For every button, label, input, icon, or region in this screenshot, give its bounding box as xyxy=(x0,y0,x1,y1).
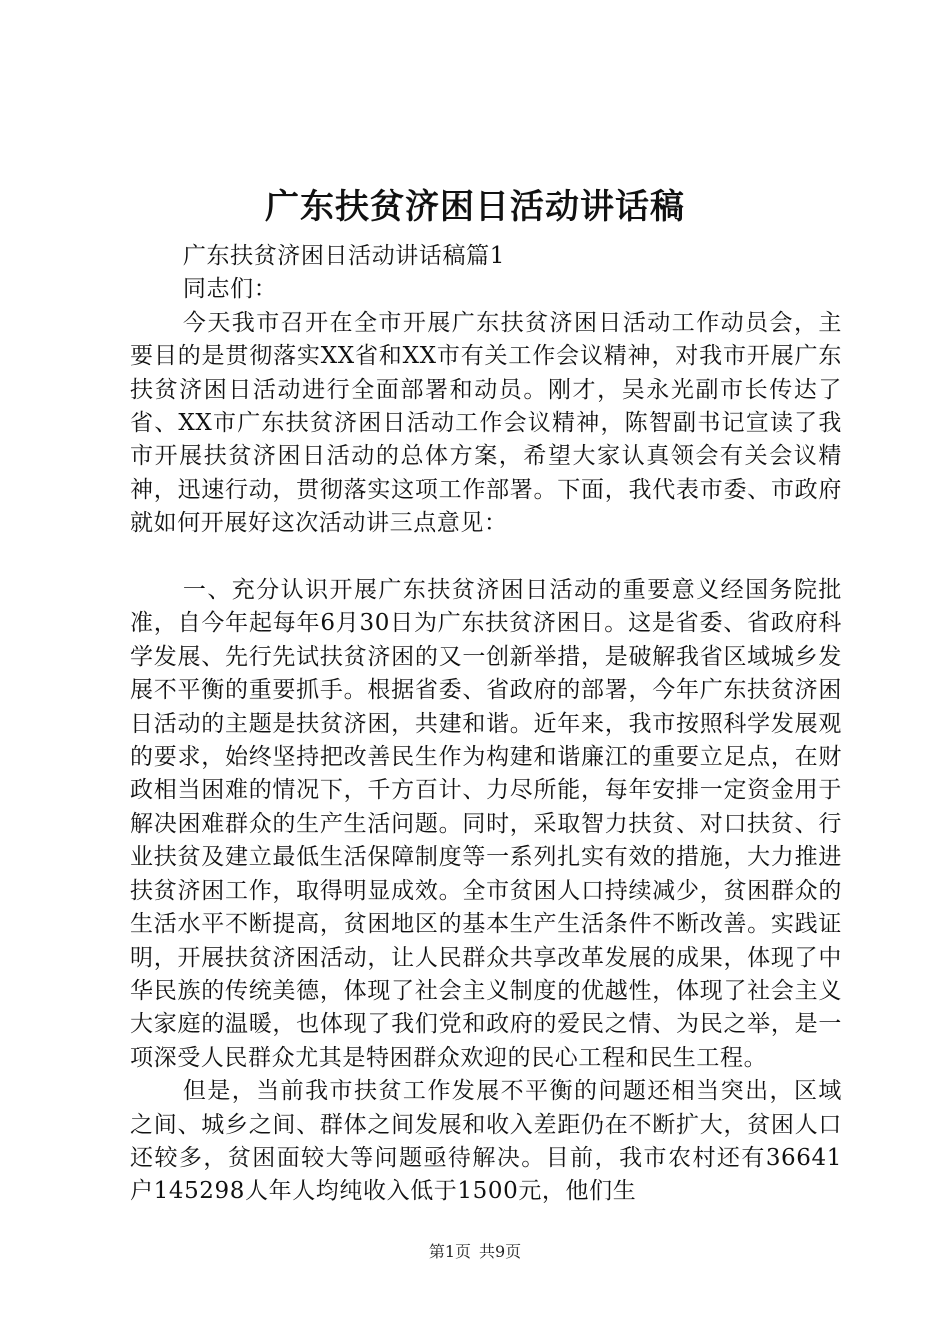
paragraph-however: 但是，当前我市扶贫工作发展不平衡的问题还相当突出，区域之间、城乡之间、群体之间发展和收入差距仍在不断扩大，贫困人口还较多，贫困面较大等问题亟待解决。目前，我市农村还有36641户145298人年人均纯收入低于1500元，他们生 xyxy=(130,1078,842,1205)
salutation: 同志们： xyxy=(182,276,278,303)
section-subtitle: 广东扶贫济困日活动讲话稿篇1 xyxy=(182,243,505,269)
document-body xyxy=(130,240,842,1209)
paragraph-section-one: 一、充分认识开展广东扶贫济困日活动的重要意义经国务院批准，自今年起每年6月30日为广东扶贫济困日。这是省委、省政府科学发展、先行先试扶贫济困的又一创新举措，是破解我省区域城乡发展不平衡的重要抓手。根据省委、省政府的部署，今年广东扶贫济困日活动的主题是扶贫济困，共建和谐。近年来，我市按照科学发展观的要求，始终坚持把改善民生作为构建和谐廉江的重要立足点，在财政相当困难的情况下，千方百计、力尽所能，每年安排一定资金用于解决困难群众的生产生活问题。同时，采取智力扶贫、对口扶贫、行业扶贫及建立最低生活保障制度等一系列扎实有效的措施，大力推进扶贫济困工作，取得明显成效。全市贫困人口持续减少，贫困群众的生活水平不断提高，贫困地区的基本生产生活条件不断改善。实践证明，开展扶贫济困活动，让人民群众共享改革发展的成果，体现了中华民族的传统美德，体现了社会主义制度的优越性，体现了社会主义大家庭的温暖，也体现了我们党和政府的爱民之情、为民之举，是一项深受人民群众尤其是特困群众欢迎的民心工程和民生工程。 xyxy=(130,577,842,1071)
page-footer xyxy=(0,1241,950,1263)
paragraph-opening: 今天我市召开在全市开展广东扶贫济困日活动工作动员会，主要目的是贯彻落实XX省和XX市有关工作会议精神，对我市开展广东扶贫济困日活动进行全面部署和动员。刚才，吴永光副市长传达了省、XX市广东扶贫济困日活动工作会议精神，陈智副书记宣读了我市开展扶贫济困日活动的总体方案，希望大家认真领会有关会议精神，迅速行动，贯彻落实这项工作部署。下面，我代表市委、市政府就如何开展好这次活动讲三点意见： xyxy=(130,309,842,537)
page-number: 第1页 xyxy=(428,1242,471,1261)
document-title: 广东扶贫济困日活动讲话稿 xyxy=(265,187,685,227)
page-total: 共9页 xyxy=(479,1242,522,1261)
